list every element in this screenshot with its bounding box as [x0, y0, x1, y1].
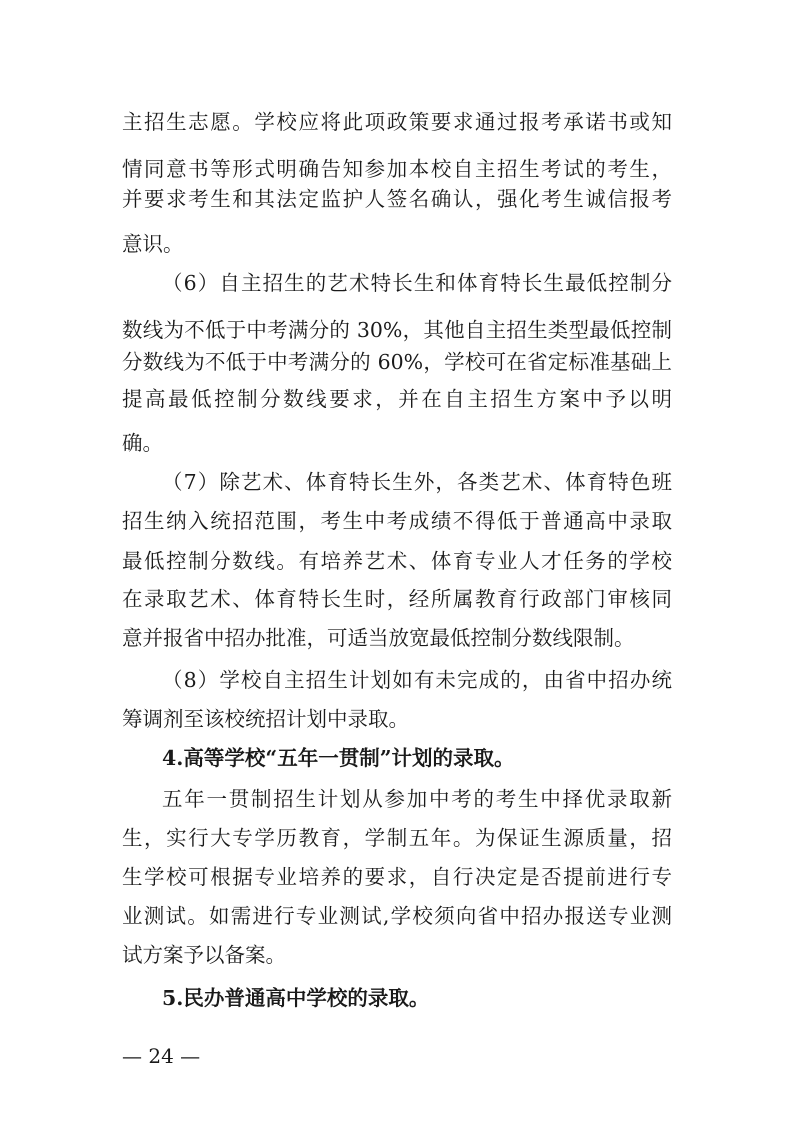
text-line: 生，实行大专学历教育，学制五年。为保证生源质量，招: [122, 826, 672, 850]
text-line: 试方案予以备案。: [122, 943, 286, 967]
paragraph-8-first-line: （8）学校自主招生计划如有未完成的，由省中招办统: [162, 668, 672, 692]
paragraph-five-year-first-line: 五年一贯制招生计划从参加中考的考生中择优录取新: [162, 787, 672, 811]
section-heading-5: 5.民办普通高中学校的录取。: [162, 986, 430, 1010]
page-number: — 24 —: [122, 1044, 201, 1068]
text-line: 确。: [122, 431, 163, 455]
text-line: 情同意书等形式明确告知参加本校自主招生考试的考生，: [122, 157, 672, 181]
text-line: 并要求考生和其法定监护人签名确认，强化考生诚信报考: [122, 187, 672, 211]
section-heading-4: 4.高等学校“五年一贯制”计划的录取。: [162, 746, 515, 770]
text-line: 生学校可根据专业培养的要求，自行决定是否提前进行专: [122, 865, 672, 889]
text-line: 意并报省中招办批准，可适当放宽最低控制分数线限制。: [122, 626, 635, 650]
paragraph-7-first-line: （7）除艺术、体育特长生外，各类艺术、体育特色班: [162, 470, 672, 494]
text-line: 业测试。如需进行专业测试,学校须向省中招办报送专业测: [122, 904, 672, 928]
text-line: 在录取艺术、体育特长生时，经所属教育行政部门审核同: [122, 587, 672, 611]
text-line: 提高最低控制分数线要求，并在自主招生方案中予以明: [122, 387, 672, 411]
text-line: 主招生志愿。学校应将此项政策要求通过报考承诺书或知: [122, 110, 672, 134]
text-line: 意识。: [122, 232, 184, 256]
text-line: 最低控制分数线。有培养艺术、体育专业人才任务的学校: [122, 549, 672, 573]
text-line: 筹调剂至该校统招计划中录取。: [122, 707, 409, 731]
text-line: 招生纳入统招范围，考生中考成绩不得低于普通高中录取: [122, 509, 672, 533]
paragraph-6-first-line: （6）自主招生的艺术特长生和体育特长生最低控制分: [162, 271, 672, 295]
text-line: 数线为不低于中考满分的 30%，其他自主招生类型最低控制: [122, 318, 672, 342]
text-line: 分数线为不低于中考满分的 60%，学校可在省定标准基础上: [122, 350, 672, 374]
